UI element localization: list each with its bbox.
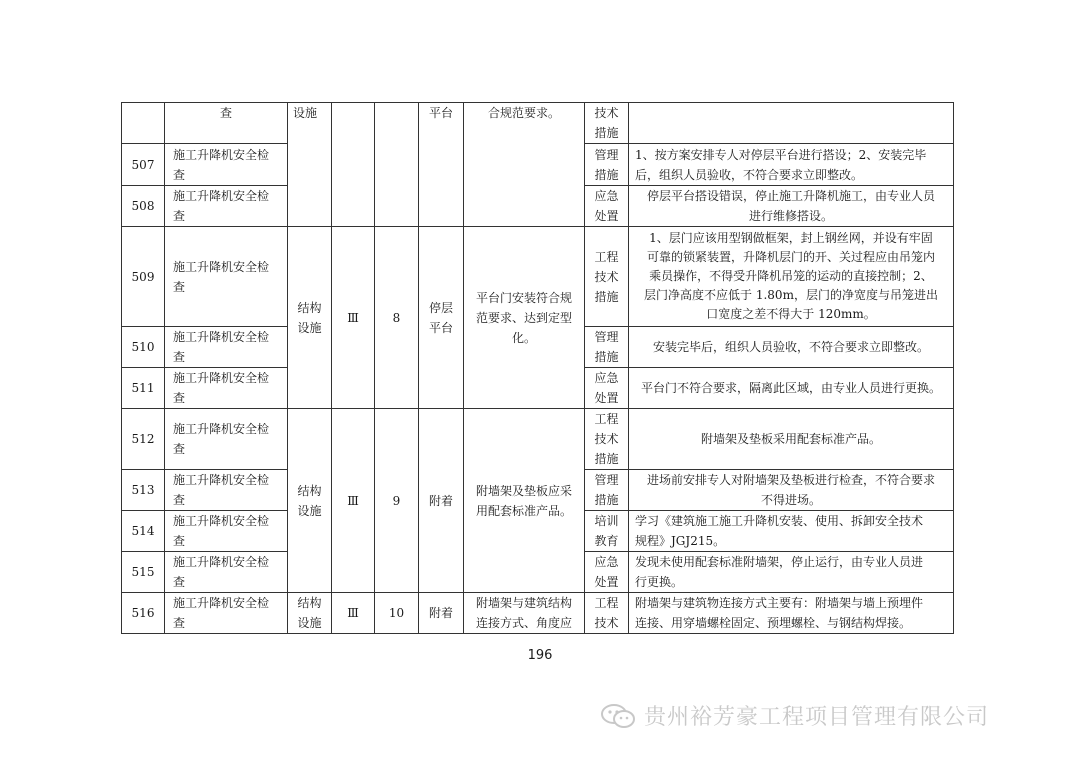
num-cell: 512 bbox=[122, 409, 165, 470]
name-cell: 施工升降机安全检 查 bbox=[165, 368, 288, 409]
measure-type-cell: 工程 技术 措施 bbox=[585, 227, 629, 327]
wechat-icon bbox=[600, 702, 636, 730]
name-cell: 查 bbox=[165, 103, 288, 144]
content-cell: 1、层门应该用型钢做框架，封上钢丝网，并设有牢固 可靠的锁紧装置，升降机层门的开、关过程应由吊笼内 乘员操作，不得受升降机吊笼的运动的直接控制；2、 层门净高度不应低于 1.80m，层门的净宽度与吊笼进出 口宽度之差不得大于 120mm。 bbox=[629, 227, 954, 327]
measure-type-cell: 管理 措施 bbox=[585, 144, 629, 186]
requirement-cell: 附墙架及垫板应采 用配套标准产品。 bbox=[464, 409, 585, 593]
level-cell bbox=[332, 103, 375, 227]
requirement-cell: 附墙架与建筑结构 连接方式、角度应 bbox=[464, 593, 585, 634]
num-cell: 509 bbox=[122, 227, 165, 327]
item-cell: 停层 平台 bbox=[419, 227, 464, 409]
name-cell: 施工升降机安全检 查 bbox=[165, 227, 288, 327]
requirement-cell: 合规范要求。 bbox=[464, 103, 585, 227]
name-cell: 施工升降机安全检 查 bbox=[165, 327, 288, 368]
table-row bbox=[122, 227, 954, 327]
name-cell: 施工升降机安全检 查 bbox=[165, 593, 288, 634]
level-cell: Ⅲ bbox=[332, 409, 375, 593]
measure-type-cell: 管理 措施 bbox=[585, 327, 629, 368]
measure-type-cell: 技术 措施 bbox=[585, 103, 629, 144]
content-cell: 附墙架与建筑物连接方式主要有：附墙架与墙上预埋件 连接、用穿墙螺栓固定、预埋螺栓、与钢结构焊接。 bbox=[629, 593, 954, 634]
page-number: 196 bbox=[527, 648, 553, 663]
category-cell: 设施 bbox=[288, 103, 332, 227]
category-cell: 结构 设施 bbox=[288, 593, 332, 634]
measure-type-cell: 工程 技术 措施 bbox=[585, 409, 629, 470]
name-cell: 施工升降机安全检 查 bbox=[165, 511, 288, 552]
num-cell: 507 bbox=[122, 144, 165, 186]
item-cell: 附着 bbox=[419, 593, 464, 634]
num-cell: 514 bbox=[122, 511, 165, 552]
name-cell: 施工升降机安全检 查 bbox=[165, 144, 288, 186]
num-cell: 513 bbox=[122, 470, 165, 511]
name-cell: 施工升降机安全检 查 bbox=[165, 470, 288, 511]
table-row bbox=[122, 409, 954, 470]
name-cell: 施工升降机安全检 查 bbox=[165, 186, 288, 227]
content-cell bbox=[629, 103, 954, 144]
measure-type-cell: 培训 教育 bbox=[585, 511, 629, 552]
table-row bbox=[122, 593, 954, 634]
content-cell: 平台门不符合要求，隔离此区域，由专业人员进行更换。 bbox=[629, 368, 954, 409]
num-cell: 511 bbox=[122, 368, 165, 409]
safety-check-table bbox=[121, 102, 954, 634]
num-cell: 515 bbox=[122, 552, 165, 593]
content-cell: 进场前安排专人对附墙架及垫板进行检查，不符合要求 不得进场。 bbox=[629, 470, 954, 511]
measure-type-cell: 应急 处置 bbox=[585, 552, 629, 593]
content-cell: 安装完毕后，组织人员验收，不符合要求立即整改。 bbox=[629, 327, 954, 368]
safety-check-table-container bbox=[121, 102, 953, 634]
category-cell: 结构 设施 bbox=[288, 227, 332, 409]
seq-cell: 9 bbox=[375, 409, 419, 593]
num-cell: 508 bbox=[122, 186, 165, 227]
content-cell: 附墙架及垫板采用配套标准产品。 bbox=[629, 409, 954, 470]
table-row bbox=[122, 103, 954, 144]
num-cell: 510 bbox=[122, 327, 165, 368]
content-cell: 1、按方案安排专人对停层平台进行搭设；2、安装完毕 后，组织人员验收，不符合要求立即整改。 bbox=[629, 144, 954, 186]
measure-type-cell: 工程 技术 bbox=[585, 593, 629, 634]
num-cell bbox=[122, 103, 165, 144]
name-cell: 施工升降机安全检 查 bbox=[165, 409, 288, 470]
name-cell: 施工升降机安全检 查 bbox=[165, 552, 288, 593]
level-cell: Ⅲ bbox=[332, 593, 375, 634]
num-cell: 516 bbox=[122, 593, 165, 634]
level-cell: Ⅲ bbox=[332, 227, 375, 409]
watermark bbox=[600, 700, 989, 731]
measure-type-cell: 应急 处置 bbox=[585, 368, 629, 409]
requirement-cell: 平台门安装符合规 范要求、达到定型 化。 bbox=[464, 227, 585, 409]
seq-cell: 10 bbox=[375, 593, 419, 634]
content-cell: 发现未使用配套标准附墙架，停止运行，由专业人员进 行更换。 bbox=[629, 552, 954, 593]
content-cell: 学习《建筑施工施工升降机安装、使用、拆卸安全技术 规程》JGJ215。 bbox=[629, 511, 954, 552]
content-cell: 停层平台搭设错误，停止施工升降机施工，由专业人员 进行维修搭设。 bbox=[629, 186, 954, 227]
measure-type-cell: 管理 措施 bbox=[585, 470, 629, 511]
watermark-text: 贵州裕芳豪工程项目管理有限公司 bbox=[644, 705, 990, 730]
item-cell: 平台 bbox=[419, 103, 464, 227]
item-cell: 附着 bbox=[419, 409, 464, 593]
measure-type-cell: 应急 处置 bbox=[585, 186, 629, 227]
seq-cell bbox=[375, 103, 419, 227]
seq-cell: 8 bbox=[375, 227, 419, 409]
category-cell: 结构 设施 bbox=[288, 409, 332, 593]
